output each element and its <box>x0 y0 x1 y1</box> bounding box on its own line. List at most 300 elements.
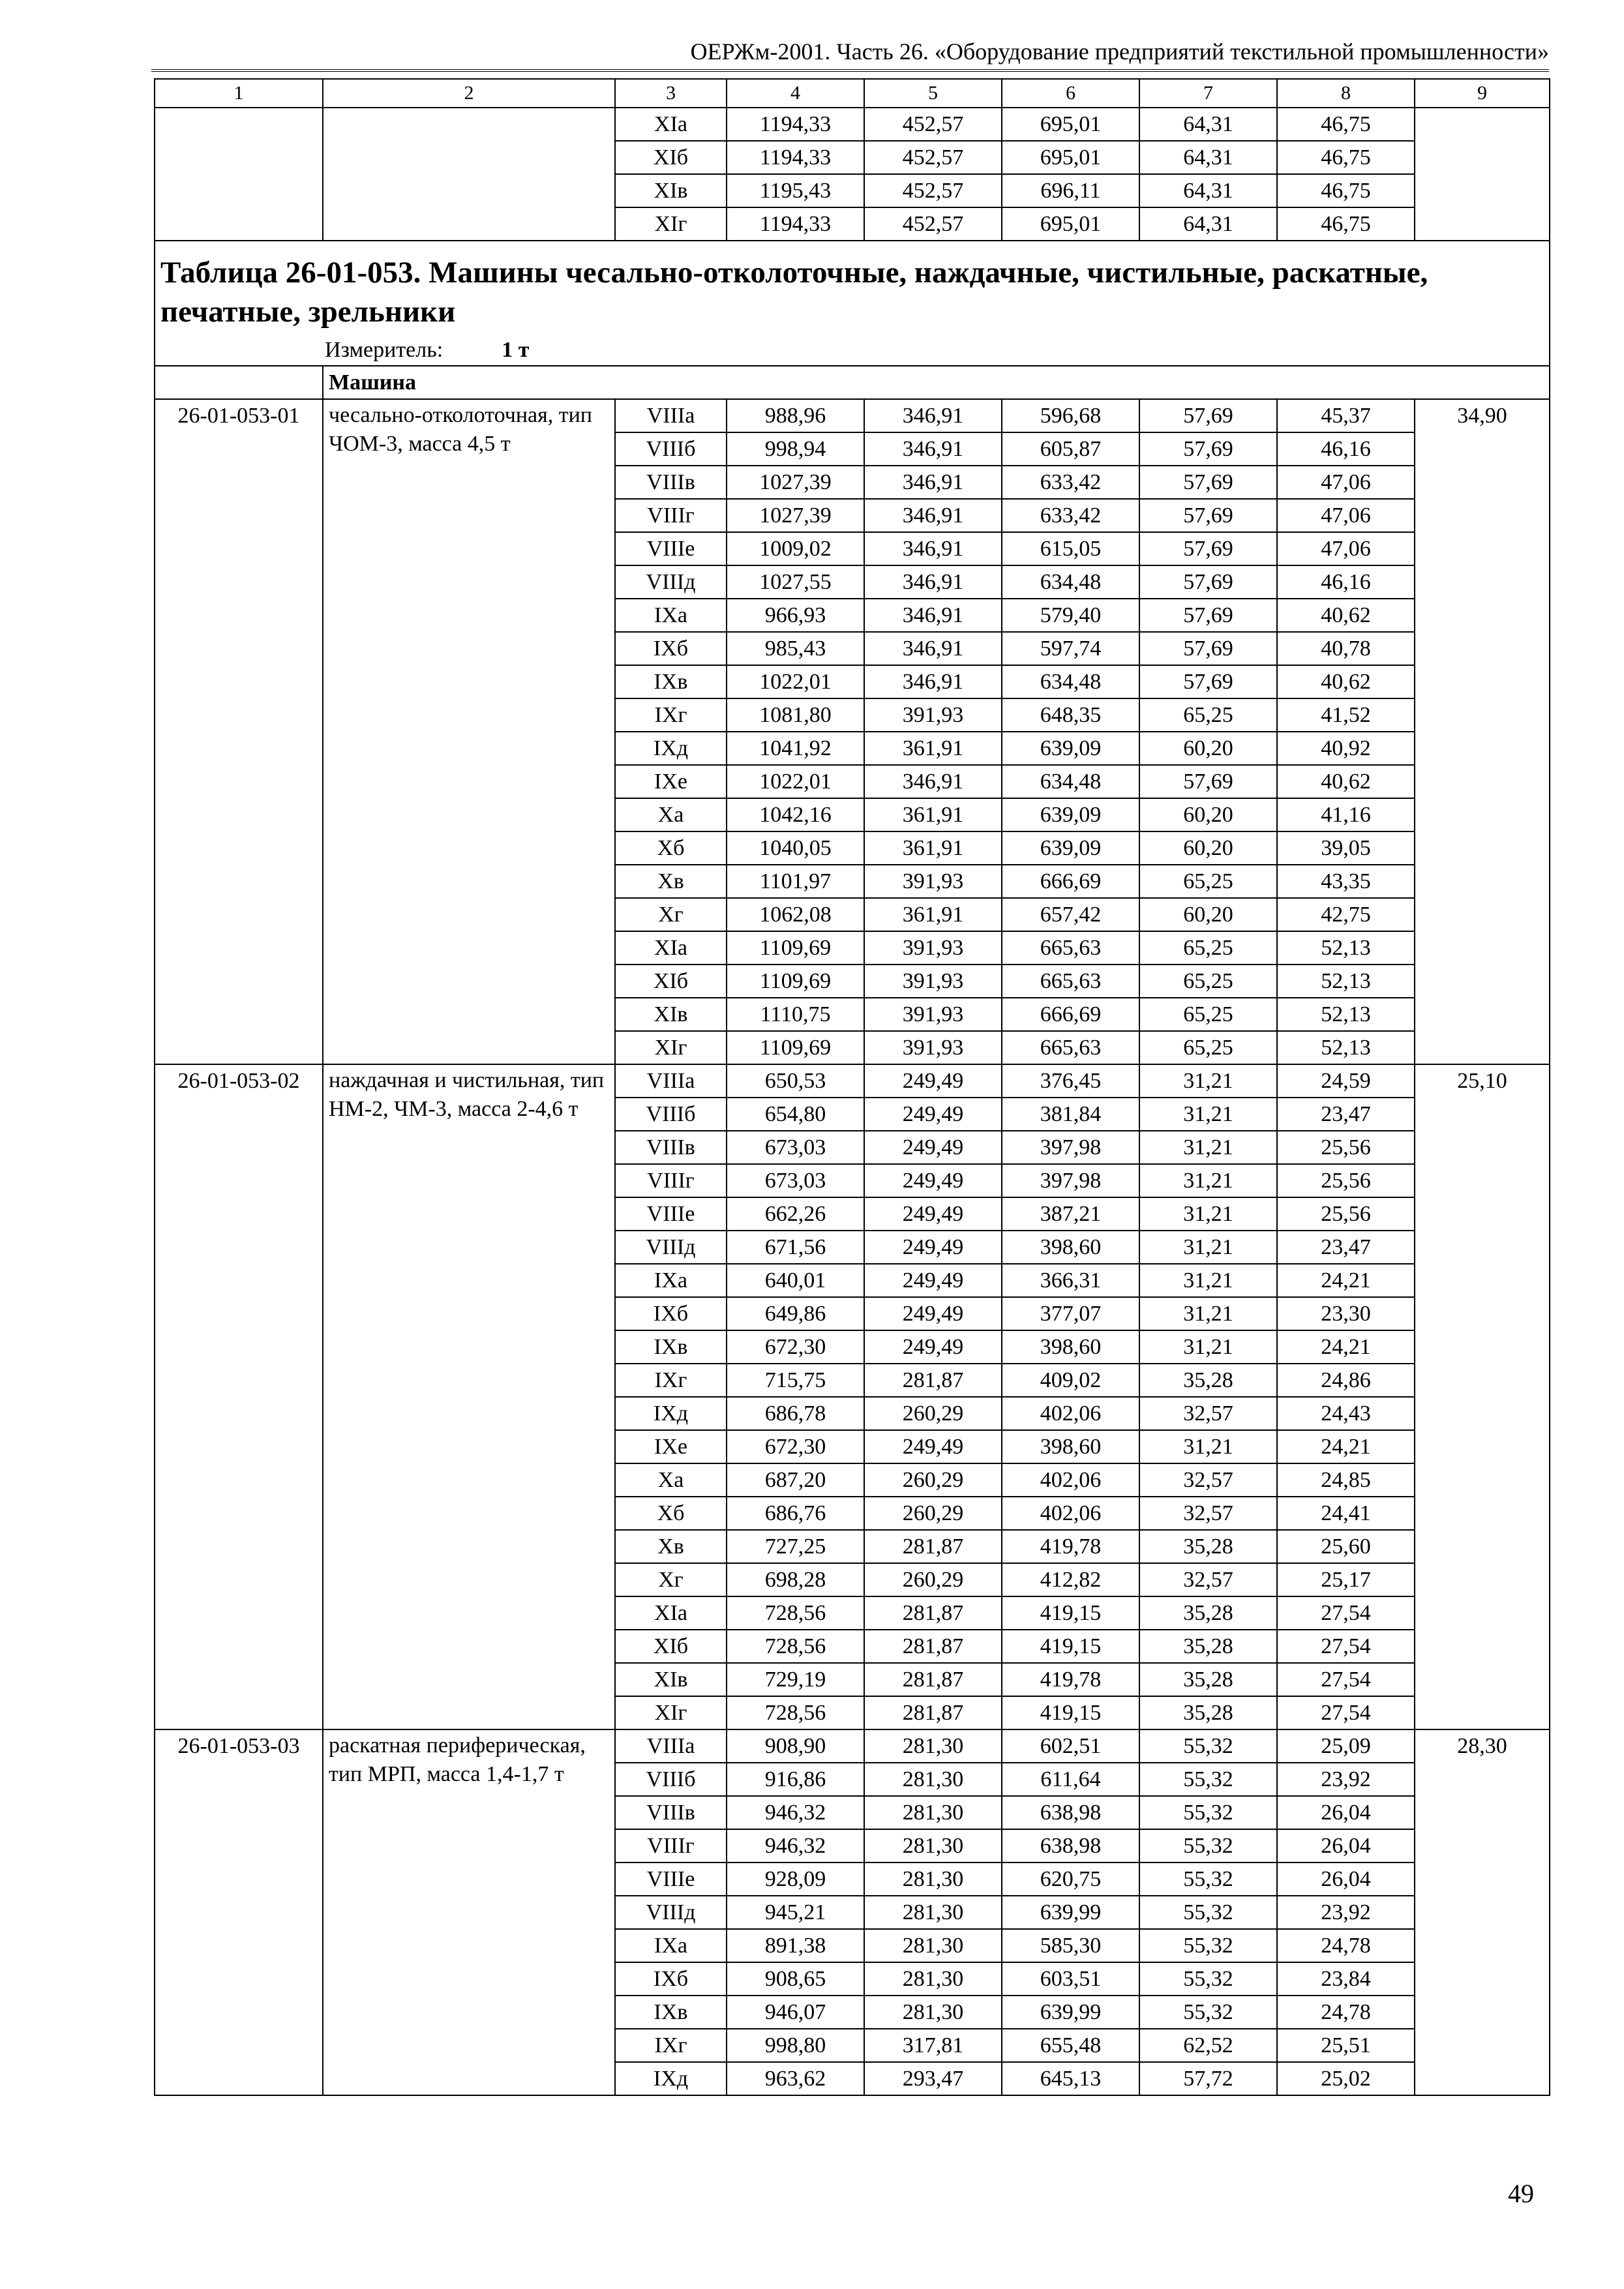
name-cell <box>323 108 615 241</box>
value-cell: 397,98 <box>1002 1131 1139 1164</box>
value-cell: 649,86 <box>727 1297 864 1330</box>
value-cell: 31,21 <box>1139 1064 1277 1098</box>
value-cell: 249,49 <box>864 1430 1002 1463</box>
value-cell: 57,69 <box>1139 599 1277 632</box>
value-cell: 52,13 <box>1277 965 1415 998</box>
zone-cell: VIIIб <box>615 1098 727 1131</box>
column-number: 4 <box>727 79 864 108</box>
value-cell: 620,75 <box>1002 1863 1139 1896</box>
value-cell: 603,51 <box>1002 1962 1139 1996</box>
value-cell: 998,94 <box>727 432 864 466</box>
value-cell: 31,21 <box>1139 1164 1277 1197</box>
value-cell: 260,29 <box>864 1397 1002 1430</box>
value-cell: 60,20 <box>1139 898 1277 931</box>
value-cell: 40,78 <box>1277 632 1415 665</box>
zone-cell: Xв <box>615 865 727 898</box>
value-cell: 47,06 <box>1277 466 1415 499</box>
value-cell: 634,48 <box>1002 765 1139 798</box>
zone-cell: VIIIб <box>615 432 727 466</box>
value-cell: 46,75 <box>1277 141 1415 174</box>
value-cell: 633,42 <box>1002 499 1139 532</box>
zone-cell: IXв <box>615 665 727 698</box>
value-cell: 1109,69 <box>727 1031 864 1064</box>
value-cell: 55,32 <box>1139 1962 1277 1996</box>
value-cell: 640,01 <box>727 1264 864 1297</box>
value-cell: 23,47 <box>1277 1098 1415 1131</box>
value-cell: 673,03 <box>727 1131 864 1164</box>
value-cell: 249,49 <box>864 1064 1002 1098</box>
value-cell: 52,13 <box>1277 931 1415 965</box>
column-number: 2 <box>323 79 615 108</box>
value-cell: 46,16 <box>1277 565 1415 599</box>
value-cell: 25,60 <box>1277 1530 1415 1563</box>
value-cell: 946,32 <box>727 1796 864 1829</box>
value-cell: 346,91 <box>864 632 1002 665</box>
value-cell: 398,60 <box>1002 1330 1139 1364</box>
value-cell: 52,13 <box>1277 1031 1415 1064</box>
value-cell: 1027,39 <box>727 466 864 499</box>
col9-cell <box>1415 108 1550 241</box>
value-cell: 452,57 <box>864 141 1002 174</box>
value-cell: 260,29 <box>864 1497 1002 1530</box>
value-cell: 25,09 <box>1277 1729 1415 1763</box>
value-cell: 655,48 <box>1002 2029 1139 2062</box>
zone-cell: VIIIд <box>615 565 727 599</box>
value-cell: 24,41 <box>1277 1497 1415 1530</box>
value-cell: 57,69 <box>1139 532 1277 565</box>
code-cell: 26-01-053-01 <box>155 399 323 1064</box>
value-cell: 698,28 <box>727 1563 864 1596</box>
value-cell: 615,05 <box>1002 532 1139 565</box>
value-cell: 638,98 <box>1002 1796 1139 1829</box>
value-cell: 249,49 <box>864 1197 1002 1231</box>
value-cell: 402,06 <box>1002 1397 1139 1430</box>
value-cell: 419,15 <box>1002 1630 1139 1663</box>
value-cell: 654,80 <box>727 1098 864 1131</box>
value-cell: 946,32 <box>727 1829 864 1863</box>
value-cell: 260,29 <box>864 1563 1002 1596</box>
value-cell: 391,93 <box>864 931 1002 965</box>
value-cell: 346,91 <box>864 599 1002 632</box>
value-cell: 419,15 <box>1002 1696 1139 1729</box>
value-cell: 35,28 <box>1139 1696 1277 1729</box>
value-cell: 391,93 <box>864 1031 1002 1064</box>
value-cell: 985,43 <box>727 632 864 665</box>
value-cell: 24,21 <box>1277 1264 1415 1297</box>
value-cell: 1195,43 <box>727 174 864 207</box>
value-cell: 361,91 <box>864 798 1002 831</box>
zone-cell: XIг <box>615 1696 727 1729</box>
value-cell: 24,43 <box>1277 1397 1415 1430</box>
value-cell: 687,20 <box>727 1463 864 1497</box>
value-cell: 293,47 <box>864 2062 1002 2095</box>
value-cell: 25,56 <box>1277 1164 1415 1197</box>
value-cell: 24,85 <box>1277 1463 1415 1497</box>
value-cell: 605,87 <box>1002 432 1139 466</box>
value-cell: 25,51 <box>1277 2029 1415 2062</box>
value-cell: 281,87 <box>864 1663 1002 1696</box>
value-cell: 55,32 <box>1139 1896 1277 1929</box>
table-title: Таблица 26-01-053. Машины чесально-отколоточные, наждачные, чистильные, раскатные, печатные, зрельники <box>155 241 1550 335</box>
zone-cell: VIIIе <box>615 1197 727 1231</box>
zone-cell: XIа <box>615 1596 727 1630</box>
value-cell: 597,74 <box>1002 632 1139 665</box>
zone-cell: XIб <box>615 141 727 174</box>
value-cell: 639,09 <box>1002 732 1139 765</box>
zone-cell: IXа <box>615 1929 727 1962</box>
name-cell: чесально-отколоточная, тип ЧОМ-3, масса 4,5 т <box>323 399 615 1064</box>
value-cell: 24,21 <box>1277 1330 1415 1364</box>
value-cell: 32,57 <box>1139 1497 1277 1530</box>
value-cell: 397,98 <box>1002 1164 1139 1197</box>
value-cell: 281,30 <box>864 1996 1002 2029</box>
value-cell: 916,86 <box>727 1763 864 1796</box>
value-cell: 57,69 <box>1139 466 1277 499</box>
col9-cell: 28,30 <box>1415 1729 1550 2095</box>
column-number: 1 <box>155 79 323 108</box>
value-cell: 419,78 <box>1002 1663 1139 1696</box>
value-cell: 249,49 <box>864 1264 1002 1297</box>
zone-cell: IXб <box>615 1297 727 1330</box>
value-cell: 452,57 <box>864 207 1002 241</box>
value-cell: 346,91 <box>864 432 1002 466</box>
value-cell: 31,21 <box>1139 1330 1277 1364</box>
column-number: 5 <box>864 79 1002 108</box>
page-number: 49 <box>1508 2179 1534 2208</box>
value-cell: 55,32 <box>1139 1829 1277 1863</box>
value-cell: 41,16 <box>1277 798 1415 831</box>
value-cell: 281,30 <box>864 1829 1002 1863</box>
value-cell: 666,69 <box>1002 998 1139 1031</box>
value-cell: 1110,75 <box>727 998 864 1031</box>
value-cell: 23,30 <box>1277 1297 1415 1330</box>
zone-cell: VIIIд <box>615 1231 727 1264</box>
value-cell: 928,09 <box>727 1863 864 1896</box>
value-cell: 366,31 <box>1002 1264 1139 1297</box>
value-cell: 1194,33 <box>727 108 864 141</box>
value-cell: 638,98 <box>1002 1829 1139 1863</box>
page-header: ОЕРЖм-2001. Часть 26. «Оборудование предприятий текстильной промышленности» <box>151 38 1549 72</box>
zone-cell: VIIIг <box>615 1829 727 1863</box>
value-cell: 64,31 <box>1139 174 1277 207</box>
value-cell: 281,30 <box>864 1729 1002 1763</box>
value-cell: 695,01 <box>1002 207 1139 241</box>
zone-cell: VIIIе <box>615 532 727 565</box>
table-title-row <box>155 241 1550 335</box>
value-cell: 55,32 <box>1139 1796 1277 1829</box>
value-cell: 715,75 <box>727 1364 864 1397</box>
value-cell: 1109,69 <box>727 965 864 998</box>
column-number: 8 <box>1277 79 1415 108</box>
zone-cell: XIб <box>615 1630 727 1663</box>
value-cell: 35,28 <box>1139 1663 1277 1696</box>
value-cell: 57,69 <box>1139 765 1277 798</box>
value-cell: 57,69 <box>1139 399 1277 432</box>
value-cell: 24,78 <box>1277 1996 1415 2029</box>
column-number: 6 <box>1002 79 1139 108</box>
value-cell: 317,81 <box>864 2029 1002 2062</box>
zone-cell: Xа <box>615 1463 727 1497</box>
value-cell: 1101,97 <box>727 865 864 898</box>
value-cell: 377,07 <box>1002 1297 1139 1330</box>
value-cell: 346,91 <box>864 532 1002 565</box>
value-cell: 579,40 <box>1002 599 1139 632</box>
value-cell: 966,93 <box>727 599 864 632</box>
value-cell: 40,62 <box>1277 599 1415 632</box>
value-cell: 1027,39 <box>727 499 864 532</box>
value-cell: 346,91 <box>864 399 1002 432</box>
value-cell: 671,56 <box>727 1231 864 1264</box>
value-cell: 452,57 <box>864 108 1002 141</box>
zone-cell: IXв <box>615 1996 727 2029</box>
value-cell: 35,28 <box>1139 1530 1277 1563</box>
value-cell: 249,49 <box>864 1131 1002 1164</box>
column-number: 7 <box>1139 79 1277 108</box>
value-cell: 1022,01 <box>727 765 864 798</box>
value-cell: 42,75 <box>1277 898 1415 931</box>
value-cell: 57,69 <box>1139 565 1277 599</box>
value-cell: 23,92 <box>1277 1763 1415 1796</box>
value-cell: 26,04 <box>1277 1796 1415 1829</box>
value-cell: 35,28 <box>1139 1596 1277 1630</box>
zone-cell: IXг <box>615 2029 727 2062</box>
value-cell: 391,93 <box>864 698 1002 732</box>
value-cell: 281,30 <box>864 1962 1002 1996</box>
value-cell: 26,04 <box>1277 1863 1415 1896</box>
code-cell: 26-01-053-02 <box>155 1064 323 1729</box>
zone-cell: XIг <box>615 1031 727 1064</box>
value-cell: 633,42 <box>1002 466 1139 499</box>
value-cell: 639,99 <box>1002 1996 1139 2029</box>
zone-cell: VIIIд <box>615 1896 727 1929</box>
name-cell: раскатная периферическая, тип МРП, масса 1,4-1,7 т <box>323 1729 615 2095</box>
zone-cell: IXв <box>615 1330 727 1364</box>
zone-cell: Xб <box>615 1497 727 1530</box>
column-number: 3 <box>615 79 727 108</box>
value-cell: 65,25 <box>1139 865 1277 898</box>
zone-cell: Xб <box>615 831 727 865</box>
value-cell: 39,05 <box>1277 831 1415 865</box>
value-cell: 381,84 <box>1002 1098 1139 1131</box>
value-cell: 46,75 <box>1277 207 1415 241</box>
value-cell: 31,21 <box>1139 1264 1277 1297</box>
value-cell: 1109,69 <box>727 931 864 965</box>
value-cell: 55,32 <box>1139 1729 1277 1763</box>
zone-cell: IXд <box>615 1397 727 1430</box>
value-cell: 412,82 <box>1002 1563 1139 1596</box>
value-cell: 695,01 <box>1002 141 1139 174</box>
meter-row <box>155 335 1550 366</box>
value-cell: 673,03 <box>727 1164 864 1197</box>
value-cell: 64,31 <box>1139 108 1277 141</box>
value-cell: 47,06 <box>1277 532 1415 565</box>
value-cell: 402,06 <box>1002 1463 1139 1497</box>
value-cell: 62,52 <box>1139 2029 1277 2062</box>
value-cell: 695,01 <box>1002 108 1139 141</box>
value-cell: 281,87 <box>864 1696 1002 1729</box>
value-cell: 60,20 <box>1139 798 1277 831</box>
value-cell: 260,29 <box>864 1463 1002 1497</box>
value-cell: 728,56 <box>727 1630 864 1663</box>
value-cell: 1040,05 <box>727 831 864 865</box>
value-cell: 686,76 <box>727 1497 864 1530</box>
value-cell: 946,07 <box>727 1996 864 2029</box>
zone-cell: Xа <box>615 798 727 831</box>
zone-cell: Xг <box>615 1563 727 1596</box>
zone-cell: XIа <box>615 931 727 965</box>
value-cell: 1041,92 <box>727 732 864 765</box>
value-cell: 376,45 <box>1002 1064 1139 1098</box>
zone-cell: IXа <box>615 599 727 632</box>
column-number-row <box>155 79 1550 108</box>
value-cell: 657,42 <box>1002 898 1139 931</box>
code-cell: 26-01-053-03 <box>155 1729 323 2095</box>
zone-cell: VIIIа <box>615 1729 727 1763</box>
value-cell: 963,62 <box>727 2062 864 2095</box>
value-cell: 55,32 <box>1139 1929 1277 1962</box>
value-cell: 634,48 <box>1002 665 1139 698</box>
value-cell: 25,02 <box>1277 2062 1415 2095</box>
value-cell: 281,87 <box>864 1596 1002 1630</box>
value-cell: 585,30 <box>1002 1929 1139 1962</box>
zone-cell: VIIIг <box>615 499 727 532</box>
value-cell: 32,57 <box>1139 1563 1277 1596</box>
value-cell: 43,35 <box>1277 865 1415 898</box>
value-cell: 346,91 <box>864 765 1002 798</box>
value-cell: 398,60 <box>1002 1231 1139 1264</box>
table-row <box>155 108 1550 141</box>
value-cell: 40,62 <box>1277 665 1415 698</box>
value-cell: 281,87 <box>864 1630 1002 1663</box>
value-cell: 35,28 <box>1139 1630 1277 1663</box>
value-cell: 27,54 <box>1277 1596 1415 1630</box>
value-cell: 23,84 <box>1277 1962 1415 1996</box>
value-cell: 65,25 <box>1139 965 1277 998</box>
value-cell: 281,87 <box>864 1530 1002 1563</box>
zone-cell: XIа <box>615 108 727 141</box>
value-cell: 650,53 <box>727 1064 864 1098</box>
value-cell: 419,15 <box>1002 1596 1139 1630</box>
value-cell: 32,57 <box>1139 1397 1277 1430</box>
value-cell: 47,06 <box>1277 499 1415 532</box>
column-number: 9 <box>1415 79 1550 108</box>
value-cell: 696,11 <box>1002 174 1139 207</box>
zone-cell: IXг <box>615 1364 727 1397</box>
value-cell: 31,21 <box>1139 1231 1277 1264</box>
value-cell: 27,54 <box>1277 1696 1415 1729</box>
zone-cell: IXе <box>615 765 727 798</box>
value-cell: 1081,80 <box>727 698 864 732</box>
value-cell: 945,21 <box>727 1896 864 1929</box>
value-cell: 27,54 <box>1277 1630 1415 1663</box>
value-cell: 391,93 <box>864 865 1002 898</box>
table-row <box>155 399 1550 432</box>
value-cell: 387,21 <box>1002 1197 1139 1231</box>
meter-value: 1 т <box>502 338 530 362</box>
value-cell: 46,75 <box>1277 108 1415 141</box>
zone-cell: XIг <box>615 207 727 241</box>
value-cell: 57,72 <box>1139 2062 1277 2095</box>
zone-cell: VIIIб <box>615 1763 727 1796</box>
value-cell: 639,09 <box>1002 831 1139 865</box>
value-cell: 41,52 <box>1277 698 1415 732</box>
zone-cell: XIв <box>615 1663 727 1696</box>
value-cell: 634,48 <box>1002 565 1139 599</box>
value-cell: 55,32 <box>1139 1996 1277 2029</box>
value-cell: 672,30 <box>727 1330 864 1364</box>
zone-cell: Xг <box>615 898 727 931</box>
zone-cell: IXа <box>615 1264 727 1297</box>
value-cell: 391,93 <box>864 998 1002 1031</box>
value-cell: 728,56 <box>727 1596 864 1630</box>
value-cell: 361,91 <box>864 898 1002 931</box>
section-spacer <box>155 366 323 399</box>
value-cell: 45,37 <box>1277 399 1415 432</box>
value-cell: 24,86 <box>1277 1364 1415 1397</box>
value-cell: 1042,16 <box>727 798 864 831</box>
value-cell: 57,69 <box>1139 432 1277 466</box>
col9-cell: 25,10 <box>1415 1064 1550 1729</box>
zone-cell: IXд <box>615 732 727 765</box>
code-cell <box>155 108 323 241</box>
value-cell: 665,63 <box>1002 1031 1139 1064</box>
value-cell: 24,78 <box>1277 1929 1415 1962</box>
value-cell: 1062,08 <box>727 898 864 931</box>
value-cell: 55,32 <box>1139 1863 1277 1896</box>
value-cell: 908,90 <box>727 1729 864 1763</box>
zone-cell: IXд <box>615 2062 727 2095</box>
value-cell: 602,51 <box>1002 1729 1139 1763</box>
value-cell: 23,92 <box>1277 1896 1415 1929</box>
value-cell: 249,49 <box>864 1164 1002 1197</box>
zone-cell: VIIIв <box>615 1131 727 1164</box>
value-cell: 346,91 <box>864 565 1002 599</box>
section-row <box>155 366 1550 399</box>
value-cell: 611,64 <box>1002 1763 1139 1796</box>
value-cell: 57,69 <box>1139 632 1277 665</box>
value-cell: 402,06 <box>1002 1497 1139 1530</box>
value-cell: 281,30 <box>864 1863 1002 1896</box>
value-cell: 662,26 <box>727 1197 864 1231</box>
zone-cell: IXб <box>615 1962 727 1996</box>
zone-cell: Xв <box>615 1530 727 1563</box>
value-cell: 729,19 <box>727 1663 864 1696</box>
name-cell: наждачная и чистильная, тип НМ-2, ЧМ-3, масса 2-4,6 т <box>323 1064 615 1729</box>
value-cell: 1194,33 <box>727 207 864 241</box>
value-cell: 23,47 <box>1277 1231 1415 1264</box>
value-cell: 65,25 <box>1139 998 1277 1031</box>
value-cell: 639,99 <box>1002 1896 1139 1929</box>
value-cell: 65,25 <box>1139 1031 1277 1064</box>
value-cell: 46,16 <box>1277 432 1415 466</box>
value-cell: 361,91 <box>864 831 1002 865</box>
value-cell: 57,69 <box>1139 665 1277 698</box>
value-cell: 57,69 <box>1139 499 1277 532</box>
value-cell: 27,54 <box>1277 1663 1415 1696</box>
value-cell: 31,21 <box>1139 1098 1277 1131</box>
value-cell: 1027,55 <box>727 565 864 599</box>
value-cell: 40,62 <box>1277 765 1415 798</box>
zone-cell: VIIIв <box>615 466 727 499</box>
value-cell: 346,91 <box>864 665 1002 698</box>
value-cell: 728,56 <box>727 1696 864 1729</box>
value-cell: 249,49 <box>864 1330 1002 1364</box>
value-cell: 25,56 <box>1277 1197 1415 1231</box>
table-row <box>155 1064 1550 1098</box>
value-cell: 35,28 <box>1139 1364 1277 1397</box>
rates-table <box>154 78 1550 2096</box>
zone-cell: IXб <box>615 632 727 665</box>
